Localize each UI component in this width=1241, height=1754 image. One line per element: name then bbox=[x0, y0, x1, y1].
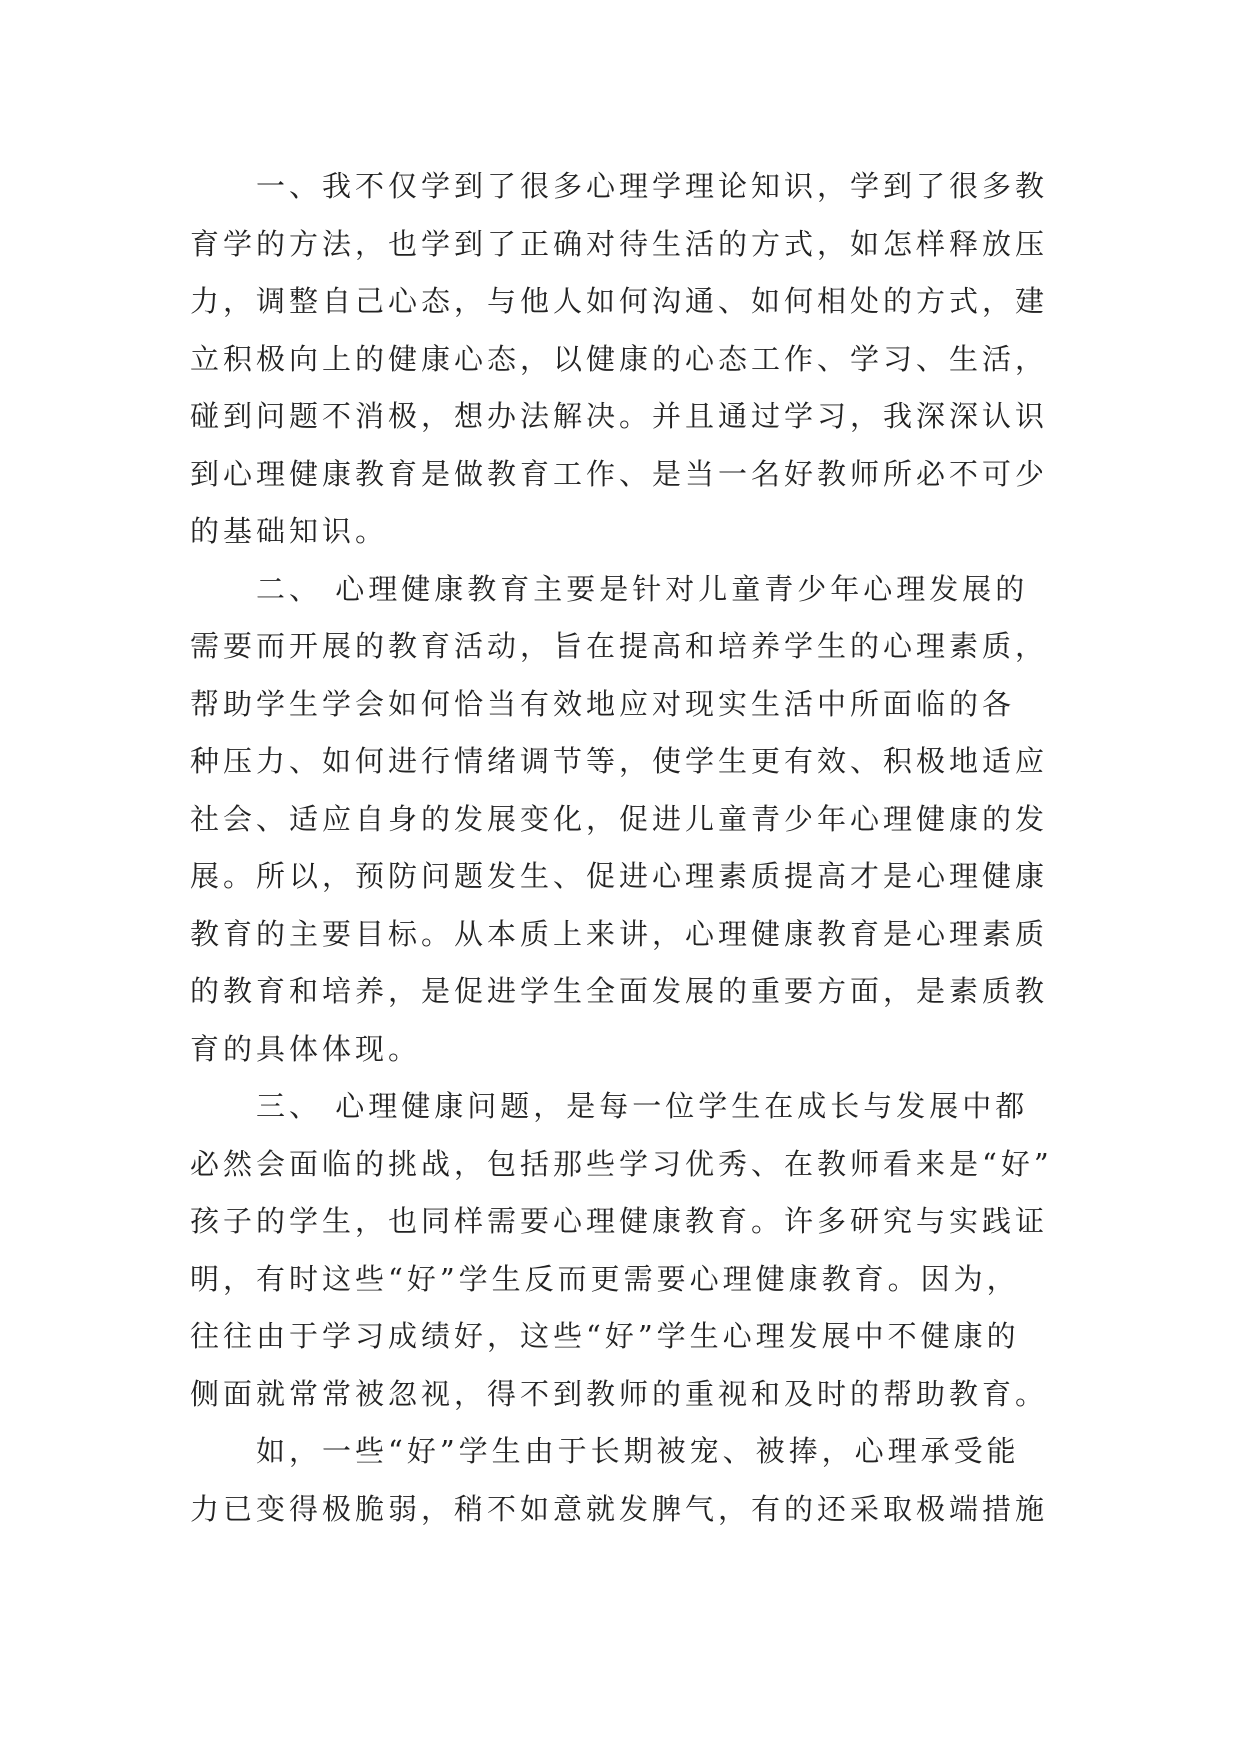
text-line: 需要而开展的教育活动，旨在提高和培养学生的心理素质， bbox=[190, 629, 1049, 663]
paragraph-4 bbox=[190, 1423, 1052, 1538]
text-line: 力，调整自己心态，与他人如何沟通、如何相处的方式，建 bbox=[190, 284, 1049, 318]
text-line: 教育的主要目标。从本质上来讲，心理健康教育是心理素质 bbox=[190, 916, 1049, 951]
text-line: 育的具体体现。 bbox=[190, 1031, 422, 1066]
paragraph-3 bbox=[190, 1078, 1052, 1423]
text-line: 二、 心理健康教育主要是针对儿童青少年心理发展的 bbox=[256, 571, 1029, 606]
text-line: 三、 心理健康问题，是每一位学生在成长与发展中都 bbox=[256, 1089, 1029, 1123]
text-line: 帮助学生学会如何恰当有效地应对现实生活中所面临的各 bbox=[190, 686, 1016, 721]
text-line: 碰到问题不消极，想办法解决。并且通过学习，我深深认识 bbox=[190, 399, 1049, 433]
text-line: 如，一些“好”学生由于长期被宠、被捧，心理承受能 bbox=[256, 1434, 1020, 1468]
text-line: 力已变得极脆弱，稍不如意就发脾气，有的还采取极端措施 bbox=[190, 1491, 1049, 1526]
text-line: 育学的方法，也学到了正确对待生活的方式，如怎样释放压 bbox=[190, 226, 1049, 261]
text-line: 往往由于学习成绩好，这些“好”学生心理发展中不健康的 bbox=[190, 1319, 1020, 1353]
text-line: 侧面就常常被忽视，得不到教师的重视和及时的帮助教育。 bbox=[190, 1376, 1049, 1411]
text-line: 展。所以，预防问题发生、促进心理素质提高才是心理健康 bbox=[190, 859, 1049, 893]
text-line: 必然会面临的挑战，包括那些学习优秀、在教师看来是“好” bbox=[190, 1146, 1053, 1181]
text-line: 一、我不仅学到了很多心理学理论知识，学到了很多教 bbox=[256, 169, 1049, 203]
paragraph-1 bbox=[190, 158, 1052, 561]
text-line: 立积极向上的健康心态，以健康的心态工作、学习、生活， bbox=[190, 341, 1049, 376]
text-line: 的教育和培养，是促进学生全面发展的重要方面，是素质教 bbox=[190, 974, 1049, 1008]
text-line: 到心理健康教育是做教育工作、是当一名好教师所必不可少 bbox=[190, 456, 1049, 491]
text-line: 的基础知识。 bbox=[190, 514, 389, 548]
text-line: 孩子的学生，也同样需要心理健康教育。许多研究与实践证 bbox=[190, 1204, 1049, 1238]
text-line: 明，有时这些“好”学生反而更需要心理健康教育。因为， bbox=[190, 1261, 1020, 1296]
text-line: 社会、适应自身的发展变化，促进儿童青少年心理健康的发 bbox=[190, 801, 1049, 836]
document-body bbox=[190, 158, 1052, 1538]
text-line: 种压力、如何进行情绪调节等，使学生更有效、积极地适应 bbox=[190, 744, 1049, 778]
paragraph-2 bbox=[190, 561, 1052, 1079]
